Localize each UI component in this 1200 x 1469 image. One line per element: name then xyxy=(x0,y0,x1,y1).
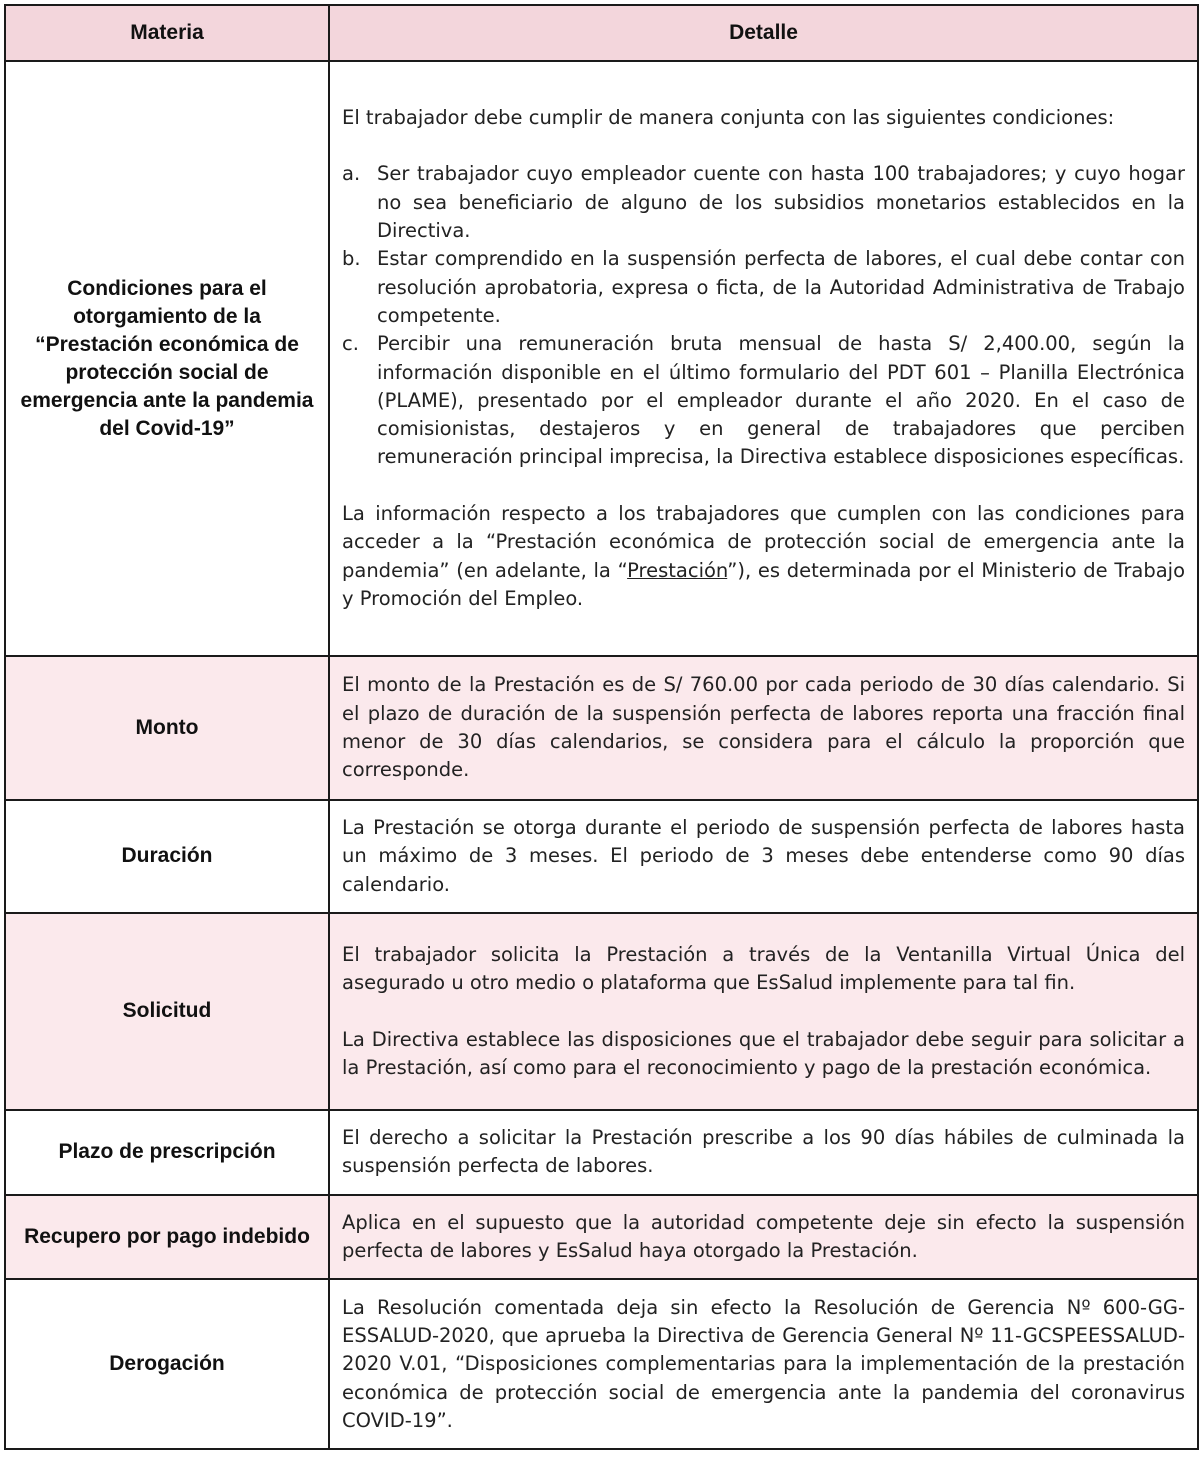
list-item-text: Estar comprendido en la suspensión perfecta de labores, el cual debe contar con resolución aprobatoria, expresa o ficta, de la Autoridad Administrativa de Trabajo competente. xyxy=(377,247,1185,327)
table-row-derogacion xyxy=(5,1279,1198,1449)
list-marker: c. xyxy=(342,332,359,356)
closing-text-end: ”), es determinada por el Ministerio de Trabajo y Promoción del Empleo. xyxy=(342,558,1186,610)
header-detalle: Detalle xyxy=(329,5,1198,61)
detail-cell xyxy=(329,656,1198,800)
detail-paragraph: La Prestación se otorga durante el periodo de suspensión perfecta de labores hasta un máximo de 3 meses. El periodo de 3 meses debe entenderse como 90 días calendario. xyxy=(342,816,1185,896)
list-marker: b. xyxy=(342,247,361,271)
list-item-text: Ser trabajador cuyo empleador cuente con hasta 100 trabajadores; y cuyo hogar no sea beneficiario de alguno de los subsidios monetarios establecidos en la Directiva. xyxy=(377,162,1185,243)
list-item-text: Percibir una remuneración bruta mensual de hasta S/ 2,400.00, según la información disponible en el último formulario del PDT 601 – Planilla Electrónica (PLAME), presentado por el empleador durante el año 2020. En el caso de comisionistas, destajeros y en general de trabajadores que perciben remuneración principal imprecisa, la Directiva establece disposiciones específicas. xyxy=(377,332,1185,469)
detail-cell xyxy=(329,800,1198,913)
table-row-monto xyxy=(5,656,1198,800)
table-row-duracion xyxy=(5,800,1198,913)
detail-paragraph: El derecho a solicitar la Prestación prescribe a los 90 días hábiles de culminada la suspensión perfecta de labores. xyxy=(342,1126,1185,1178)
table-row-recupero xyxy=(5,1195,1198,1280)
topic-cell: Condiciones para el otorgamiento de la “Prestación económica de protección social de emergencia ante la pandemia del Covid-19” xyxy=(5,61,329,656)
topic-cell: Recupero por pago indebido xyxy=(5,1195,329,1280)
topic-cell: Plazo de prescripción xyxy=(5,1110,329,1195)
detail-paragraph: El trabajador solicita la Prestación a través de la Ventanilla Virtual Única del asegurado u otro medio o plataforma que EsSalud implemente para tal fin. xyxy=(342,942,1185,994)
list-item xyxy=(342,160,1185,245)
prestacion-defined-term: Prestación xyxy=(627,558,728,582)
header-row xyxy=(5,5,1198,61)
topic-cell: Monto xyxy=(5,656,329,800)
list-marker: a. xyxy=(342,162,361,186)
summary-table xyxy=(4,4,1199,1450)
list-item xyxy=(342,245,1185,330)
detail-cell xyxy=(329,61,1198,656)
closing-paragraph xyxy=(342,500,1185,613)
topic-cell: Derogación xyxy=(5,1279,329,1449)
detail-paragraph: Aplica en el supuesto que la autoridad competente deje sin efecto la suspensión perfecta de labores y EsSalud haya otorgado la Prestación. xyxy=(342,1210,1185,1263)
list-item xyxy=(342,330,1185,471)
detail-paragraph: El monto de la Prestación es de S/ 760.00 por cada periodo de 30 días calendario. Si el plazo de duración de la suspensión perfecta de labores reporta una fracción final menor de 30 días calendarios, se considera para el cálculo la proporción que corresponde. xyxy=(342,673,1185,782)
detail-cell xyxy=(329,1110,1198,1195)
detail-cell xyxy=(329,1279,1198,1449)
detail-cell xyxy=(329,1195,1198,1280)
table-row-solicitud xyxy=(5,913,1198,1110)
topic-cell: Duración xyxy=(5,800,329,913)
detail-paragraph: La Resolución comentada deja sin efecto la Resolución de Gerencia Nº 600-GG-ESSALUD-2020, que aprueba la Directiva de Gerencia General Nº 11-GCSPEESSALUD- 2020 V.01, “Disposiciones complementarias para la implementación de la prestación económica de protección social de emergencia ante la pandemia del coronavirus COVID-19”. xyxy=(342,1295,1185,1432)
topic-cell: Solicitud xyxy=(5,913,329,1110)
detail-paragraph: La Directiva establece las disposiciones que el trabajador debe seguir para solicitar a la Prestación, así como para el reconocimiento y pago de la prestación económica. xyxy=(342,1027,1185,1079)
detail-cell xyxy=(329,913,1198,1110)
table-row-condiciones xyxy=(5,61,1198,656)
table-row-plazo xyxy=(5,1110,1198,1195)
intro-paragraph: El trabajador debe cumplir de manera conjunta con las siguientes condiciones: xyxy=(342,105,1115,129)
header-materia: Materia xyxy=(5,5,329,61)
closing-text-start: La información respecto a los trabajadores que cumplen con las condiciones para acceder a la “Prestación económica de protección social de emergencia ante la pandemia” (en adelante, la “ xyxy=(342,501,1185,582)
